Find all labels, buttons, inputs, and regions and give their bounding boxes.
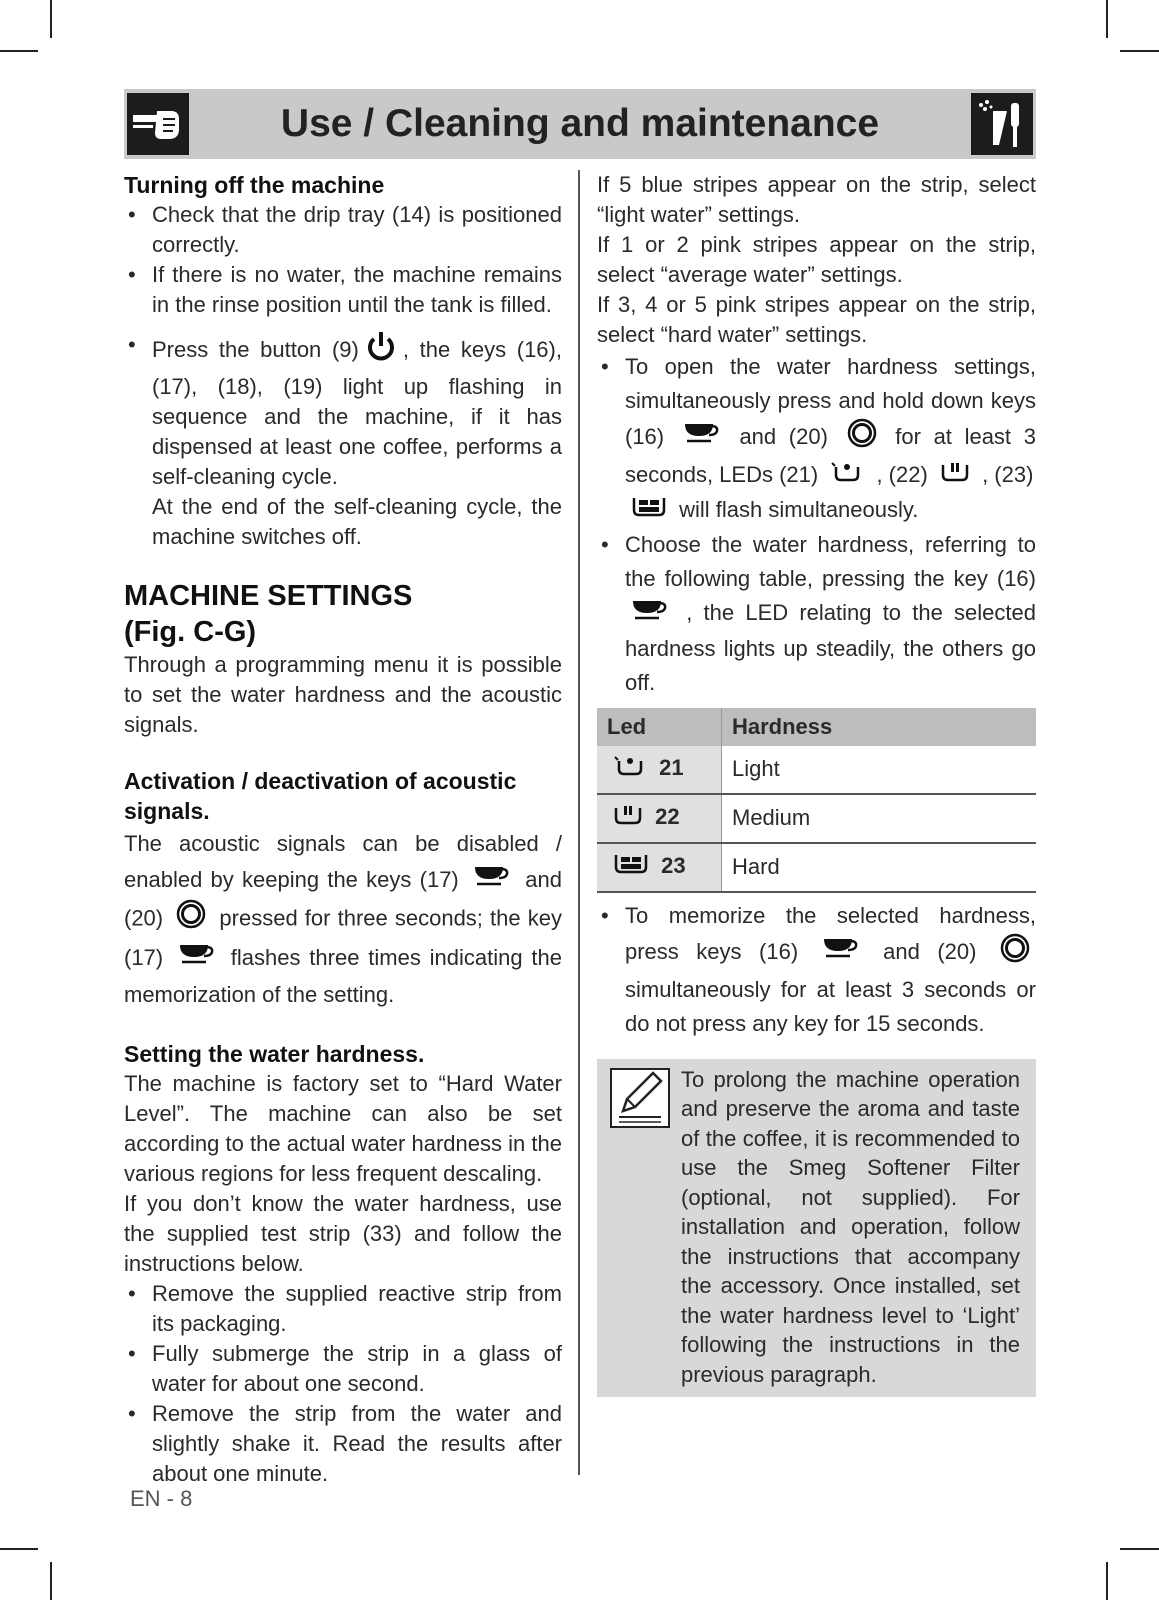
table-row xyxy=(597,794,1036,843)
hardness-paragraph-1: The machine is factory set to “Hard Water Level”. The machine can also be set according to the actual water hardness in the various regions for less frequent descaling. xyxy=(124,1071,562,1187)
power-icon xyxy=(365,330,397,372)
ring-button-icon xyxy=(1000,933,1030,973)
crop-mark xyxy=(1120,1548,1159,1550)
hardness-value: Light xyxy=(722,746,1037,794)
table-row xyxy=(597,843,1036,892)
coffee-cup-icon xyxy=(822,936,860,970)
list-item: • Remove the supplied reactive strip from its packaging. xyxy=(124,1279,562,1339)
hardness-value: Hard xyxy=(722,843,1037,892)
list-item: • To memorize the selected hardness, press keys (16) and (20) simultaneously for at least 3 seconds or do not press any key for 15 seconds. xyxy=(597,899,1036,1041)
turning-off-list-2 xyxy=(124,330,562,552)
right-column xyxy=(597,170,1036,1397)
hardness-table xyxy=(597,708,1036,893)
led-number: 21 xyxy=(659,754,684,780)
table-header-led: Led xyxy=(597,708,722,746)
led-medium-icon xyxy=(613,802,643,834)
list-item: • If there is no water, the machine remains in the rinse position until the tank is filled. xyxy=(124,260,562,320)
left-column xyxy=(124,170,562,1489)
crop-mark xyxy=(0,1548,38,1550)
softener-note-box xyxy=(597,1059,1036,1398)
crop-mark xyxy=(0,50,38,52)
table-header-row xyxy=(597,708,1036,746)
coffee-cup-icon xyxy=(683,421,721,455)
note-text: To prolong the machine operation and preserve the aroma and taste of the coffee, it is recommended to use the Smeg Softener Filter (optional, not supplied). For installation and operation, follow the instructions that accompany the accessory. Once installed, set the water hardness level to ‘Light’ following the instructions in the previous paragraph. xyxy=(681,1066,1020,1387)
ring-button-icon xyxy=(847,418,877,458)
cleaning-brush-icon xyxy=(971,93,1033,155)
led-number: 23 xyxy=(661,852,686,878)
blue-stripes-paragraph: If 5 blue stripes appear on the strip, select “light water” settings. xyxy=(597,172,1036,227)
coffee-cup-icon xyxy=(178,941,216,977)
list-item: • Fully submerge the strip in a glass of water for about one second. xyxy=(124,1339,562,1399)
list-item: • Press the button (9) , the keys (16), (17), (18), (19) light up flashing in sequence and the machine, if it has dispensed at least one coffee, performs a self-cleaning cycle. At the end of the self-cleaning cycle, the machine switches off. xyxy=(124,330,562,552)
column-divider xyxy=(578,170,580,1475)
coffee-cup-icon xyxy=(631,598,669,632)
table-row xyxy=(597,746,1036,794)
led-light-icon xyxy=(613,753,647,785)
page-number: EN - 8 xyxy=(130,1486,193,1511)
pink-1-2-paragraph: If 1 or 2 pink stripes appear on the strip, select “average water” settings. xyxy=(597,232,1036,287)
table-header-hardness: Hardness xyxy=(722,708,1037,746)
hardness-value: Medium xyxy=(722,794,1037,843)
crop-mark xyxy=(1106,1562,1108,1600)
machine-settings-heading: MACHINE SETTINGS xyxy=(124,580,413,612)
led-number: 22 xyxy=(655,803,680,829)
crop-mark xyxy=(50,0,52,38)
ring-button-icon xyxy=(176,899,206,940)
crop-mark xyxy=(1106,0,1108,38)
led-light-icon xyxy=(830,459,864,493)
list-item: • Remove the strip from the water and slightly shake it. Read the results after about one minute. xyxy=(124,1399,562,1489)
led-medium-icon xyxy=(940,459,970,493)
list-item: • To open the water hardness settings, simultaneously press and hold down keys (16) and (20) for at least 3 seconds, LEDs (21) , (22) , (23) will flash simultaneously. xyxy=(597,350,1036,528)
list-item: • Choose the water hardness, referring to the following table, pressing the key (16) , the LED relating to the selected hardness lights up steadily, the others go off. xyxy=(597,528,1036,699)
crop-mark xyxy=(50,1562,52,1600)
page-title: Use / Cleaning and maintenance xyxy=(280,102,880,145)
section-header xyxy=(124,89,1036,159)
hardness-steps-list xyxy=(597,350,1036,700)
led-hard-icon xyxy=(631,494,667,528)
memorize-list xyxy=(597,899,1036,1041)
turning-off-list xyxy=(124,200,562,320)
pencil-note-icon xyxy=(609,1067,671,1129)
led-hard-icon xyxy=(613,851,649,883)
crop-mark xyxy=(1120,50,1159,52)
machine-settings-figure-ref: (Fig. C-G) xyxy=(124,616,257,648)
settings-intro: Through a programming menu it is possible to set the water hardness and the acoustic signals. xyxy=(124,652,562,737)
pink-3-5-paragraph: If 3, 4 or 5 pink stripes appear on the strip, select “hard water” settings. xyxy=(597,292,1036,347)
water-hardness-heading: Setting the water hardness. xyxy=(124,1041,425,1068)
turning-off-heading: Turning off the machine xyxy=(124,172,385,198)
list-item: • Check that the drip tray (14) is positioned correctly. xyxy=(124,200,562,260)
acoustic-paragraph: The acoustic signals can be disabled / enabled by keeping the keys (17) and (20) pressed for three seconds; the key (17) flashes three times indicating the memorization of the setting. xyxy=(124,831,562,1008)
coffee-cup-icon xyxy=(473,863,511,899)
acoustic-heading: Activation / deactivation of acoustic signals. xyxy=(124,768,517,824)
strip-instructions-list xyxy=(124,1279,562,1489)
hardness-paragraph-2: If you don’t know the water hardness, use the supplied test strip (33) and follow the instructions below. xyxy=(124,1191,562,1277)
